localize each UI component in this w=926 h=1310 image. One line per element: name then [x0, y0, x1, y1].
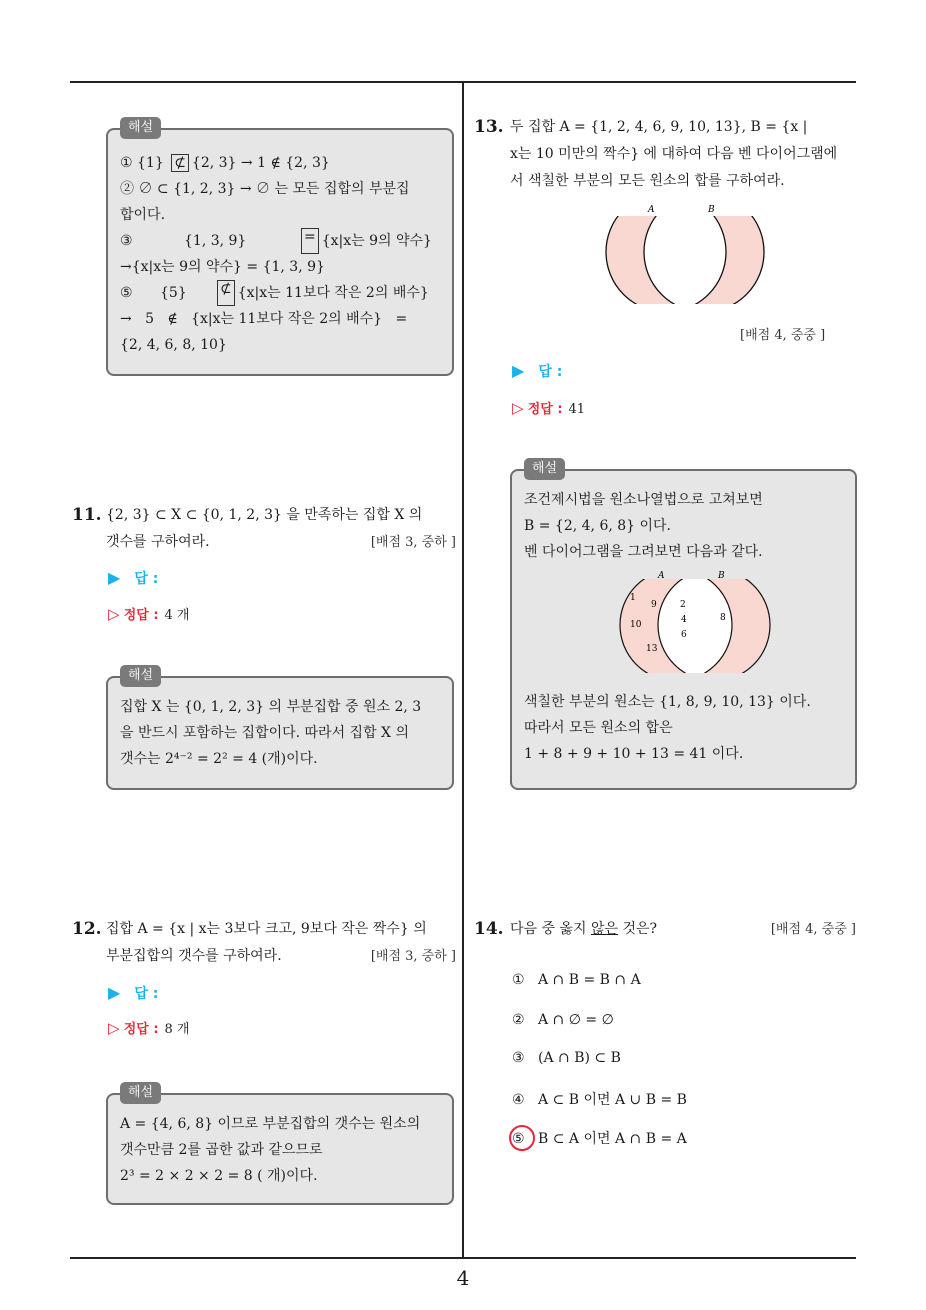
q11-answer-label: ▶ 답 : — [108, 568, 159, 587]
q10-sol-line3: 합이다. — [120, 207, 166, 223]
q11-number: 11. — [72, 505, 102, 525]
q14-option-1[interactable]: ① A ∩ B = B ∩ A — [512, 972, 641, 988]
venn2-elem: 10 — [630, 620, 642, 630]
venn2-elem: 1 — [630, 593, 636, 603]
q12-answer-label: ▶ 답 : — [108, 983, 159, 1002]
q13-solution-box: 해설 조건제시법을 원소나열법으로 고쳐보면 B = {2, 4, 6, 8} 이다. 벤 다이어그램을 그려보면 다음과 같다. A B 1 9 10 13 2 4 6 8 색칠한 부분의 원소는 {1, 8, 9, 10, 13} 이다. 따라서 모든 원소의 합은 1 + 8 + 9 + 10 + 13 = 41 이다. — [510, 469, 857, 790]
q14-text: 다음 중 옳지 않은 것은? [배점 4, 중중 ] — [510, 921, 856, 937]
venn2-elem: 4 — [681, 615, 687, 625]
venn2-elem: 13 — [646, 644, 658, 654]
q13-text: 두 집합 A = {1, 2, 4, 6, 9, 10, 13}, B = {x | x는 10 미만의 짝수} 에 대하여 다음 벤 다이어그램에 서 색칠한 부분의 모든 원소의 합를 구하여라. — [510, 119, 838, 189]
q10-sol-line7: → 5 ∉ {x|x는 11보다 작은 2의 배수} = — [120, 311, 408, 327]
q11-solution-box: 해설 집합 X 는 {0, 1, 2, 3} 의 부분집합 중 원소 2, 3 을 반드시 포함하는 집합이다. 따라서 집합 X 의 갯수는 2⁴⁻² = 2² = 4 (개)이다. — [106, 676, 454, 790]
venn2-elem: 6 — [681, 630, 687, 640]
q12-number: 12. — [72, 919, 102, 939]
solution-tag: 해설 — [120, 1082, 161, 1104]
q13-correct: ▷ 정답 : 41 — [512, 399, 586, 417]
q10-sol-line8: {2, 4, 6, 8, 10} — [120, 337, 227, 353]
q13-number: 13. — [474, 117, 504, 137]
q13-answer-label: ▶ 답 : — [512, 361, 563, 380]
q13-venn-diagram — [600, 200, 770, 304]
q12-correct: ▷ 정답 : 8 개 — [108, 1019, 190, 1037]
solution-tag: 해설 — [120, 117, 161, 139]
q11-correct: ▷ 정답 : 4 개 — [108, 605, 190, 623]
venn2-elem: 2 — [680, 600, 686, 610]
column-divider — [462, 83, 464, 1258]
solution-tag: 해설 — [120, 665, 161, 687]
venn-label-b: B — [708, 205, 715, 215]
q13-solution-venn — [610, 569, 780, 673]
selected-answer-circle — [509, 1125, 535, 1151]
q12-text: 집합 A = {x | x는 3보다 크고, 9보다 작은 짝수} 의 부분집합의 갯수를 구하여라. [배점 3, 중하 ] — [106, 921, 456, 964]
page-number: 4 — [456, 1266, 470, 1290]
venn2-elem: 8 — [720, 613, 726, 623]
q14-number: 14. — [474, 919, 504, 939]
venn2-label-b: B — [718, 571, 725, 581]
bottom-rule — [70, 1257, 856, 1259]
q13-points: [배점 4, 중중 ] — [740, 328, 826, 343]
venn2-elem: 9 — [651, 600, 657, 610]
q14-option-2[interactable]: ② A ∩ ∅ = ∅ — [512, 1012, 614, 1028]
q10-sol-line2: ② ∅ ⊂ {1, 2, 3} → ∅ 는 모든 집합의 부분집 — [120, 181, 410, 197]
q14-option-3[interactable]: ③ (A ∩ B) ⊂ B — [512, 1050, 621, 1066]
q10-sol-line1: ① {1} ⊄ {2, 3} → 1 ∉ {2, 3} — [120, 155, 330, 171]
q10-sol-line4: ③ {1, 3, 9} = {x|x는 9의 약수} — [120, 228, 440, 254]
q12-solution-box: 해설 A = {4, 6, 8} 이므로 부분집합의 갯수는 원소의 갯수만큼 2를 곱한 값과 같으므로 2³ = 2 × 2 × 2 = 8 ( 개)이다. — [106, 1093, 454, 1205]
solution-tag: 해설 — [524, 458, 565, 480]
q10-solution-box — [106, 120, 454, 376]
venn-label-a: A — [648, 205, 655, 215]
q11-text: {2, 3} ⊂ X ⊂ {0, 1, 2, 3} 을 만족하는 집합 X 의 갯수를 구하여라. [배점 3, 중하 ] — [106, 507, 456, 550]
venn2-label-a: A — [658, 571, 665, 581]
q14-option-5[interactable]: ⑤ B ⊂ A 이면 A ∩ B = A — [512, 1131, 687, 1147]
q10-sol-line6: ⑤ {5} ⊄ {x|x는 11보다 작은 2의 배수} — [120, 280, 440, 306]
q10-sol-line5: →{x|x는 9의 약수} = {1, 3, 9} — [120, 259, 325, 275]
q14-option-4[interactable]: ④ A ⊂ B 이면 A ∪ B = B — [512, 1092, 687, 1108]
